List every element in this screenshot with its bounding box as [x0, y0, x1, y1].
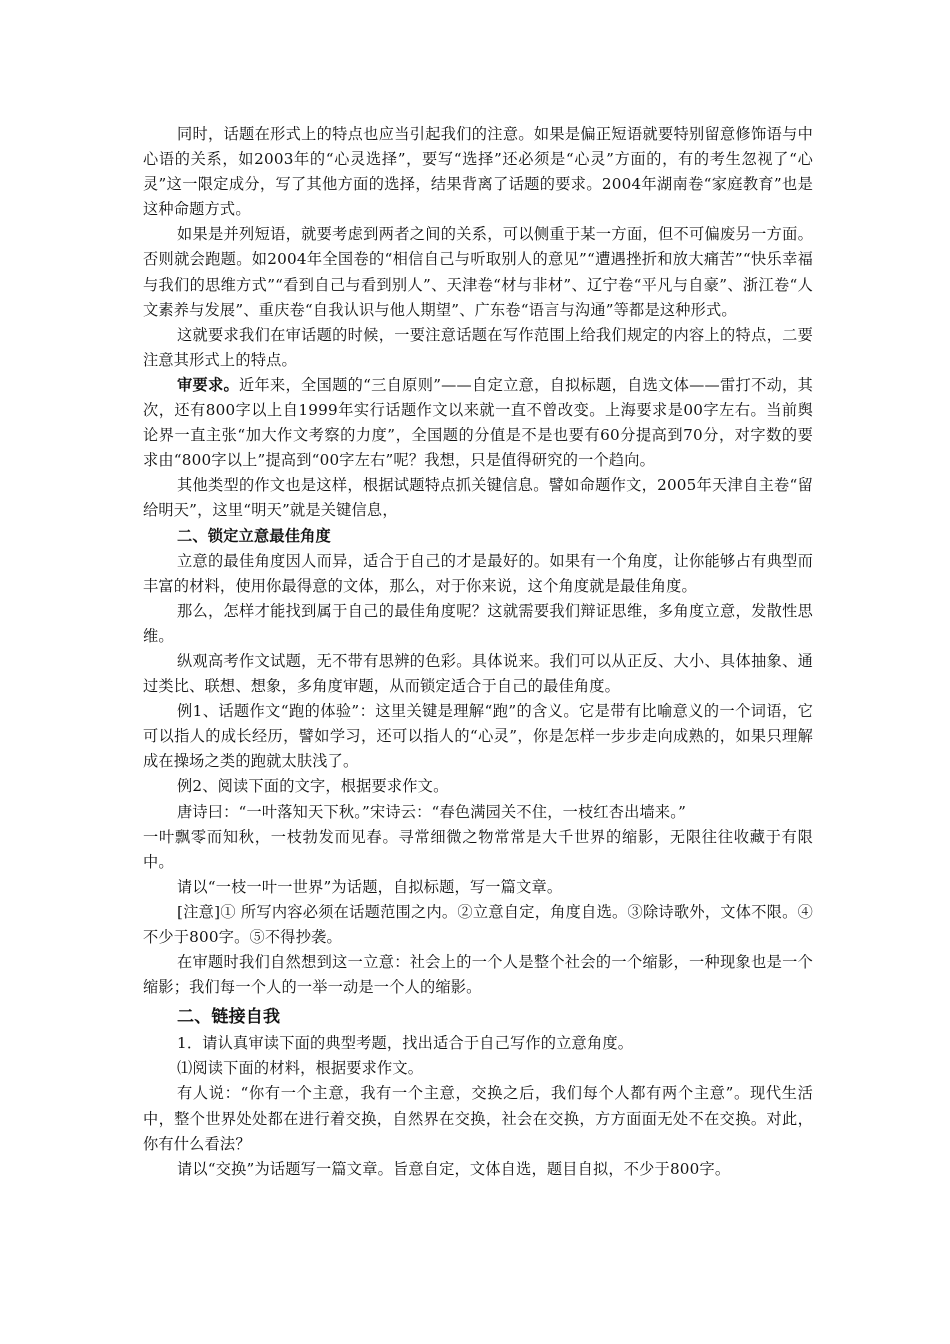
paragraph [143, 875, 813, 900]
paragraph-text: 这就要求我们在审话题的时候，一要注意话题在写作范围上给我们规定的内容上的特点，二要注意其形式上的特点。 [143, 325, 813, 369]
paragraph-text: 那么，怎样才能找到属于自己的最佳角度呢？这就需要我们辩证思维，多角度立意，发散性思维。 [143, 601, 813, 645]
paragraph-text: [注意]① 所写内容必须在话题范围之内。②立意自定，角度自选。③除诗歌外，文体不限。④不少于800字。⑤不得抄袭。 [143, 902, 813, 946]
paragraph-text: 同时，话题在形式上的特点也应当引起我们的注意。如果是偏正短语就要特别留意修饰语与中心语的关系，如2003年的“心灵选择”，要写“选择”还必须是“心灵”方面的，有的考生忽视了“心灵”这一限定成分，写了其他方面的选择，结果背离了话题的要求。2004年湖南卷“家庭教育”也是这种命题方式。 [143, 125, 813, 219]
document-body [143, 122, 813, 1182]
paragraph-lead: 审要求。 [177, 375, 240, 394]
paragraph [143, 1056, 813, 1081]
paragraph [143, 122, 813, 222]
paragraph-text: 一叶飘零而知秋，一枝勃发而见春。寻常细微之物常常是大千世界的缩影，无限往往收藏于有限中。 [143, 827, 813, 871]
paragraph [143, 549, 813, 599]
paragraph [143, 699, 813, 774]
paragraph-text: 二、链接自我 [177, 1007, 281, 1028]
paragraph-text: 其他类型的作文也是这样，根据试题特点抓关键信息。譬如命题作文，2005年天津自主卷“留给明天”，这里“明天”就是关键信息， [143, 476, 813, 520]
paragraph-text: 例1、话题作文“跑的体验”：这里关键是理解“跑”的含义。它是带有比喻意义的一个词语，它可以指人的成长经历，譬如学习，还可以指人的“心灵”，你是怎样一步步走向成熟的，如果只理解成在操场之类的跑就太肤浅了。 [143, 702, 813, 771]
paragraph [143, 222, 813, 322]
paragraph-text: 在审题时我们自然想到这一立意：社会上的一个人是整个社会的一个缩影，一种现象也是一个缩影；我们每一个人的一举一动是一个人的缩影。 [143, 953, 813, 997]
paragraph [143, 950, 813, 1000]
paragraph [143, 800, 813, 825]
paragraph-text: 请以“交换”为话题写一篇文章。旨意自定，文体自选，题目自拟，不少于800字。 [177, 1159, 731, 1178]
paragraph [143, 900, 813, 950]
paragraph-text: 例2、阅读下面的文字，根据要求作文。 [177, 777, 449, 796]
paragraph-text: 1．请认真审读下面的典型考题，找出适合于自己写作的立意角度。 [177, 1034, 634, 1053]
paragraph [143, 473, 813, 523]
section-heading [143, 524, 813, 549]
paragraph-text: 二、锁定立意最佳角度 [177, 526, 331, 545]
paragraph [143, 1081, 813, 1156]
paragraph [143, 1031, 813, 1056]
paragraph [143, 649, 813, 699]
paragraph [143, 774, 813, 799]
paragraph-text: ⑴阅读下面的材料，根据要求作文。 [177, 1059, 424, 1078]
paragraph-text: 纵观高考作文试题，无不带有思辨的色彩。具体说来。我们可以从正反、大小、具体抽象、通过类比、联想、想象，多角度审题，从而锁定适合于自己的最佳角度。 [143, 651, 813, 696]
paragraph [143, 1157, 813, 1182]
paragraph-text: 请以“一枝一叶一世界”为话题，自拟标题，写一篇文章。 [177, 877, 563, 896]
paragraph-text: 近年来，全国题的“三自原则”——自定立意，自拟标题，自选文体——雷打不动，其次，还有800字以上自1999年实行话题作文以来就一直不曾改变。上海要求是00字左右。当前舆论界一直主张“加大作文考察的力度”，全国题的分值是不是也要有60分提高到70分，对字数的要求由“800字以上”提高到“00字左右”呢？我想，只是值得研究的一个趋向。 [143, 375, 813, 470]
paragraph-text: 唐诗曰：“一叶落知天下秋。”宋诗云：“春色满园关不住，一枝红杏出墙来。” [177, 802, 687, 821]
paragraph-text: 有人说：“你有一个主意，我有一个主意，交换之后，我们每个人都有两个主意”。现代生活中，整个世界处处都在进行着交换，自然界在交换，社会在交换，方方面面无处不在交换。对此，你有什么看法？ [143, 1084, 813, 1153]
paragraph [143, 599, 813, 649]
paragraph-text: 立意的最佳角度因人而异，适合于自己的才是最好的。如果有一个角度，让你能够占有典型而丰富的材料，使用你最得意的文体，那么，对于你来说，这个角度就是最佳角度。 [143, 551, 813, 595]
paragraph-text: 如果是并列短语，就要考虑到两者之间的关系，可以侧重于某一方面，但不可偏废另一方面。否则就会跑题。如2004年全国卷的“相信自己与听取别人的意见”“遭遇挫折和放大痛苦”“快乐幸福与我们的思维方式”“看到自己与看到别人”、天津卷“材与非材”、辽宁卷“平凡与自豪”、浙江卷“人文素养与发展”、重庆卷“自我认识与他人期望”、广东卷“语言与沟通”等都是这种形式。 [143, 225, 813, 319]
paragraph [143, 323, 813, 373]
paragraph [143, 825, 813, 875]
section-heading [143, 1004, 813, 1031]
paragraph [143, 373, 813, 473]
